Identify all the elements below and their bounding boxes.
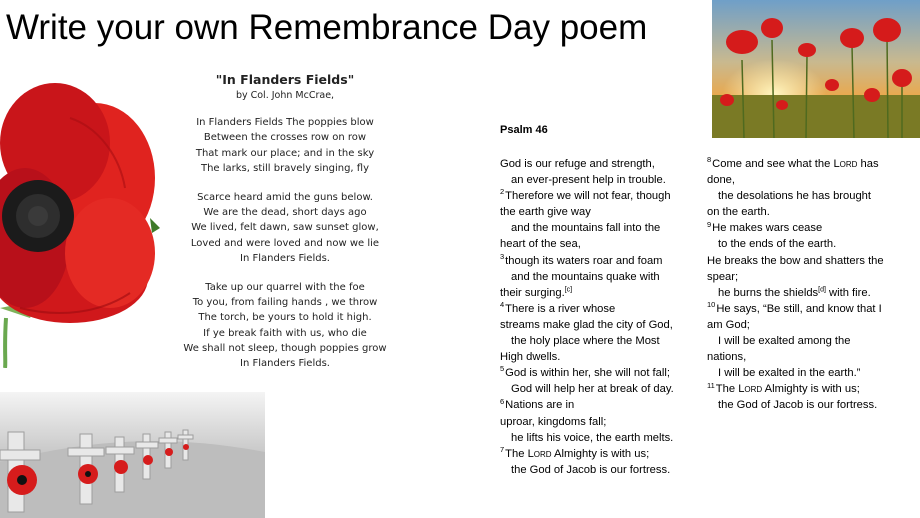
psalm-line: the earth give way: [500, 206, 591, 219]
psalm-line: to the ends of the earth.: [718, 238, 837, 251]
psalm-line: the holy place where the Most: [511, 335, 660, 348]
verse-number: 11: [707, 380, 715, 390]
verse-number: 3: [500, 251, 505, 261]
psalm-line: I will be exalted in the earth.”: [718, 367, 861, 380]
poem-author: by Col. John McCrae,: [235, 90, 335, 101]
poem-line: Take up our quarrel with the foe: [205, 282, 365, 294]
psalm-line: $^{11}$The Lord Almighty is with us;: [707, 380, 860, 396]
verse-number: 9: [707, 219, 712, 229]
psalm-line: $^5$God is within her, she will not fall;: [500, 364, 670, 380]
poem-title: "In Flanders Fields": [215, 72, 355, 87]
psalm-line: uproar, kingdoms fall;: [500, 415, 607, 428]
psalm-line: God is our refuge and strength,: [500, 158, 655, 170]
psalm-title: Psalm 46: [500, 124, 548, 136]
psalm-line: $^7$The Lord Almighty is with us;: [500, 444, 650, 460]
poem-line: That mark our place; and in the sky: [195, 147, 375, 159]
psalm-line: the God of Jacob is our fortress.: [511, 463, 671, 476]
footnote-link[interactable]: [c]: [564, 286, 573, 294]
psalm-line: He breaks the bow and shatters the: [707, 254, 884, 267]
footnote-link[interactable]: [d]: [818, 286, 826, 294]
psalm-line: on the earth.: [707, 206, 770, 219]
psalm-line: $^6$Nations are in: [500, 396, 575, 412]
verse-number: 6: [500, 396, 505, 406]
poem-line: In Flanders Fields.: [240, 252, 330, 264]
poem-stanza-1: [160, 115, 410, 176]
psalm-line: nations,: [707, 351, 747, 364]
poem-line: Between the crosses row on row: [203, 132, 367, 144]
verse-number: 7: [500, 444, 505, 454]
verse-number: 8: [707, 155, 712, 165]
poem-line: To you, from failing hands , we throw: [192, 297, 378, 309]
remembrance-crosses-icon: [0, 392, 265, 518]
verse-number: 4: [500, 300, 505, 310]
slide-title: Write your own Remembrance Day poem: [6, 8, 648, 47]
psalm-line: an ever-present help in trouble.: [511, 174, 666, 187]
psalm-line: $^2$Therefore we will not fear, though: [500, 187, 671, 203]
red-poppy-icon: [0, 68, 160, 368]
psalm-line: done,: [707, 174, 735, 187]
psalm-line: $^3$though its waters roar and foam: [500, 251, 663, 267]
psalm-line: their surging.[c]: [500, 286, 573, 299]
poem-line: Loved and were loved and now we lie: [190, 237, 380, 249]
psalm-line: the desolations he has brought: [718, 190, 872, 203]
verse-number: 2: [500, 187, 505, 197]
psalm-line: $^9$He makes wars cease: [707, 219, 823, 235]
poem-stanza-3: [160, 280, 410, 371]
psalm-line: he lifts his voice, the earth melts.: [511, 431, 674, 444]
psalm-line: am God;: [707, 318, 750, 331]
flanders-fields-poem: [160, 72, 410, 385]
poem-line: We lived, felt dawn, saw sunset glow,: [191, 222, 379, 234]
psalm-line: $^8$Come and see what the Lord has: [707, 155, 879, 170]
psalm-column-2: [707, 156, 920, 414]
psalm-line: $^{10}$He says, “Be still, and know that I: [707, 300, 882, 315]
psalm-column-1: [500, 156, 702, 478]
poem-stanza-2: [160, 190, 410, 266]
verse-number: 10: [707, 300, 716, 310]
poppy-field-sunset-icon: [712, 0, 920, 138]
poem-line: The torch, be yours to hold it high.: [198, 312, 372, 324]
poem-line: We shall not sleep, though poppies grow: [183, 342, 387, 354]
poem-line: In Flanders Fields.: [240, 358, 330, 370]
psalm-line: High dwells.: [500, 351, 561, 364]
poem-line: In Flanders Fields The poppies blow: [196, 117, 374, 129]
psalm-line: he burns the shields[d] with fire.: [718, 286, 871, 299]
psalm-line: and the mountains quake with: [511, 270, 660, 283]
poem-line: If ye break faith with us, who die: [203, 327, 367, 339]
verse-number: 5: [500, 364, 505, 374]
poem-line: Scarce heard amid the guns below.: [197, 192, 373, 204]
psalm-line: the God of Jacob is our fortress.: [718, 399, 878, 412]
poem-line: We are the dead, short days ago: [203, 207, 367, 219]
psalm-line: God will help her at break of day.: [511, 383, 674, 396]
psalm-line: spear;: [707, 270, 739, 283]
psalm-line: $^4$There is a river whose: [500, 300, 616, 315]
psalm-line: and the mountains fall into the: [511, 222, 661, 235]
psalm-line: heart of the sea,: [500, 238, 581, 251]
psalm-line: streams make glad the city of God,: [500, 318, 673, 331]
poem-line: The larks, still bravely singing, fly: [200, 162, 370, 174]
psalm-line: I will be exalted among the: [718, 335, 851, 348]
